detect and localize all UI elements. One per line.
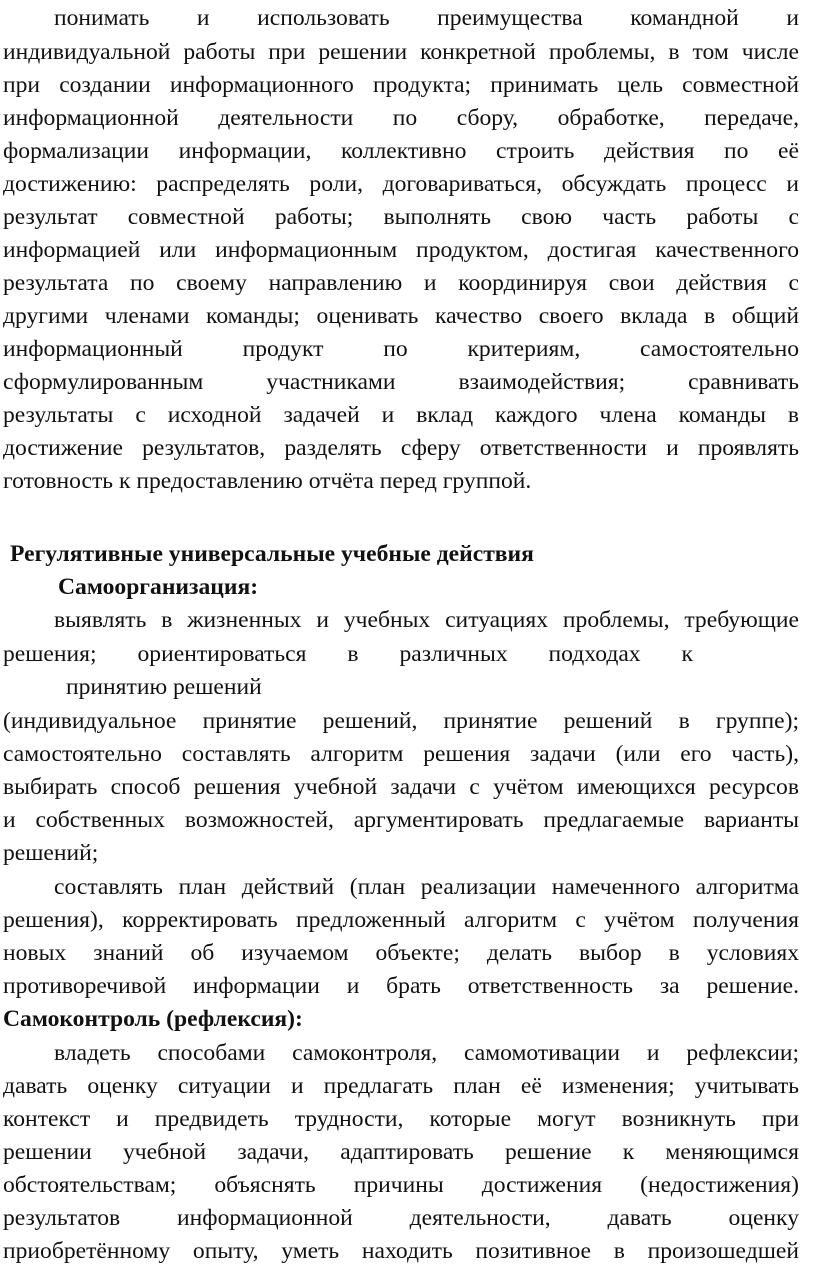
paragraph-line: сформулированным участниками взаимодействия; сравнивать — [3, 369, 799, 395]
paragraph-line-last: готовность к предоставлению отчёта перед группой. — [3, 468, 532, 494]
paragraph-line: новых знаний об изучаемом объекте; делать выбор в условиях — [3, 940, 799, 966]
paragraph-line: составлять план действий (план реализации намеченного алгоритма — [54, 874, 799, 900]
paragraph-line: результата по своему направлению и координируя свои действия с — [3, 270, 799, 296]
paragraph-line: понимать и использовать преимущества командной и — [54, 5, 799, 31]
paragraph-line: решении учебной задачи, адаптировать решение к меняющимся — [3, 1139, 799, 1165]
paragraph-line: информацией или информационным продуктом, достигая качественного — [3, 237, 799, 263]
paragraph-line: индивидуальной работы при решении конкретной проблемы, в том числе — [3, 39, 799, 65]
paragraph-line: самостоятельно составлять алгоритм решения задачи (или его часть), — [3, 741, 799, 767]
paragraph-line: информационный продукт по критериям, самостоятельно — [3, 336, 799, 362]
paragraph-line: противоречивой информации и брать ответственность за решение. — [3, 973, 799, 999]
paragraph-line: выбирать способ решения учебной задачи с учётом имеющихся ресурсов — [3, 774, 799, 800]
paragraph-line: и собственных возможностей, аргументировать предлагаемые варианты — [3, 807, 799, 833]
paragraph-line: приобретённому опыту, уметь находить позитивное в произошедшей — [3, 1238, 799, 1264]
paragraph-line: владеть способами самоконтроля, самомотивации и рефлексии; — [54, 1040, 799, 1066]
paragraph-line: (индивидуальное принятие решений, принятие решений в группе); — [3, 708, 799, 734]
paragraph-line: достижению: распределять роли, договариваться, обсуждать процесс и — [3, 171, 799, 197]
paragraph-line: выявлять в жизненных и учебных ситуациях проблемы, требующие — [54, 607, 799, 633]
paragraph-line: достижение результатов, разделять сферу ответственности и проявлять — [3, 435, 799, 461]
paragraph-line: формализации информации, коллективно строить действия по её — [3, 138, 799, 164]
paragraph-line: результатов информационной деятельности, давать оценку — [3, 1205, 799, 1231]
paragraph-line: информационной деятельности по сбору, обработке, передаче, — [3, 105, 799, 131]
subheading-self-control: Самоконтроль (рефлексия): — [3, 1006, 303, 1032]
paragraph-line: результат совместной работы; выполнять свою часть работы с — [3, 204, 799, 230]
paragraph-line: обстоятельствам; объяснять причины достижения (недостижения) — [3, 1172, 799, 1198]
paragraph-line: при создании информационного продукта; принимать цель совместной — [3, 72, 799, 98]
paragraph-line: решения), корректировать предложенный алгоритм с учётом получения — [3, 907, 799, 933]
paragraph-line: решения; ориентироваться в различных подходах к — [3, 641, 693, 667]
subheading-self-organization: Самоорганизация: — [58, 574, 259, 600]
section-heading: Регулятивные универсальные учебные действия — [10, 541, 534, 567]
paragraph-line: принятию решений — [66, 674, 262, 700]
paragraph-line: другими членами команды; оценивать качество своего вклада в общий — [3, 303, 799, 329]
paragraph-line-last: решений; — [3, 840, 99, 866]
paragraph-line: давать оценку ситуации и предлагать план её изменения; учитывать — [3, 1073, 799, 1099]
paragraph-line: контекст и предвидеть трудности, которые могут возникнуть при — [3, 1106, 799, 1132]
paragraph-line: результаты с исходной задачей и вклад каждого члена команды в — [3, 402, 799, 428]
